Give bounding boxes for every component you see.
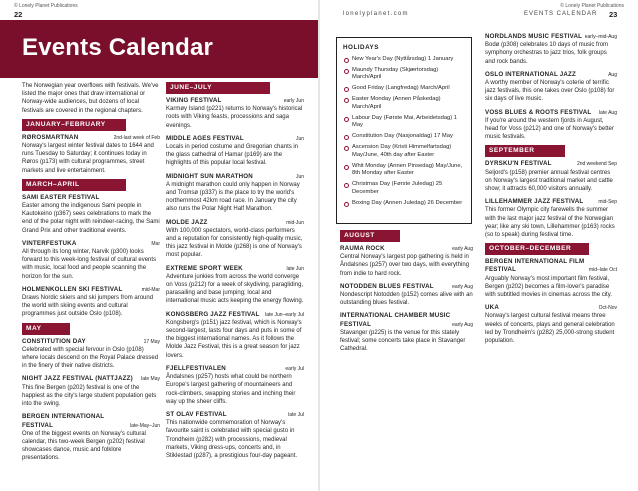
event-date: late Aug [598,109,617,116]
event-heading [166,365,304,373]
event-heading [22,413,160,421]
intro-text: The Norwegian year overflows with festivals. We've listed the major ones that draw international or Norway-wide audiences, but dozens of local festivals are covered in the regional chapters. [22,83,159,114]
event-heading [166,97,304,105]
event-date: Mar [151,240,160,247]
event-description: Easter among the indigenous Sami people in Kautokeino (p367) sees celebrations to mark the end of the polar night with reindeer-racing, the Sami Grand Prix and other traditional events. [22,203,160,234]
event-heading [22,134,160,142]
event-name: MIDNIGHT SUN MARATHON [166,172,253,180]
event-description: One of the biggest events on Norway's cultural calendar, this two-week Bergen (p202) festival showcases dance, music and folklore presentations. [22,430,146,462]
event-heading [22,338,160,346]
event-heading [22,194,160,202]
event-name: VINTERFESTUKA [22,239,77,247]
event-heading [485,71,617,79]
event-description: This former Olympic city farewells the summer with the last major jazz festival of the Norwegian year; like any ski town, Lillehammer (p163) rocks (so to speak) during festival time. [485,207,615,239]
event-heading [485,160,617,168]
event-name: MIDDLE AGES FESTIVAL [166,134,244,142]
event-name: DYRSKU'N FESTIVAL [485,160,552,168]
event-date: early Jun [283,98,304,104]
event-date: late Jun–early Jul [265,311,304,318]
event-description: Norway's largest winter festival dates to 1644 and runs Tuesday to Saturday; it continues today in Røros (p173) with cultural programmes, street markets and live entertainment. [22,143,154,174]
event-name: RAUMA ROCK [340,245,385,252]
event-heading [340,283,473,291]
event-name: NIGHT JAZZ FESTIVAL (NATTJAZZ) [22,375,133,383]
column-1 [22,82,160,463]
event-description: With 100,000 spectators, world-class performers and a reputation for consistently high-quality music, this jazz festival in Molde (p268) is one of Norway's most popular. [166,227,303,259]
event-description: All through its long winter, Narvik (p300) looks forward to this week-long festival of cultural events with music, local food and people scanning the horizon for the sun. [22,249,157,280]
event-description: This fine Bergen (p202) festival is one of the happiest as the city's large student population gets into the swing. [22,384,157,408]
event-heading [22,286,160,294]
event-heading [166,411,304,419]
holidays-box [336,37,472,224]
event-heading [22,375,160,383]
event-description: A midnight marathon could only happen in Norway and Tromsø (p337) is the place to try the world's northernmost 42km road race. In January the city also runs the Polar Night Half Marathon. [166,181,300,213]
event-name: OSLO INTERNATIONAL JAZZ [485,70,576,78]
event-description: Seljord's (p158) premier annual festival centres on Norway's largest traditional market and cattle show; it attracts 60,000 visitors annually. [485,169,613,193]
section-oct-dec: OCTOBER–DECEMBER [485,243,589,255]
column-4 [485,33,617,345]
event-date: Jun [295,173,304,180]
event-heading [340,245,473,253]
event-description: Åndalsnes (p257) hosts what could be northern Europe's largest gathering of mountaineers and rock-climbers, swapping stories and inching their way up the sheer cliffs. [166,374,296,405]
event-heading [166,219,304,227]
holidays-list [343,56,465,208]
column-3 [340,230,473,353]
event-date: mid-Jun [286,219,304,226]
event-name: KONGSBERG JAZZ FESTIVAL [166,310,260,318]
event-description: Bodø (p308) celebrates 10 days of music from symphony orchestras to jazz trios, folk groups and rock bands. [485,42,609,65]
event-name: SAMI EASTER FESTIVAL [22,193,100,201]
event-description: Locals in period costume and Gregorian chants in the glass cathedral of Hamar (p169) are the highlights of this popular local festival. [166,144,299,167]
event-description: Karmøy Island (p221) returns to Norway's historical roots with Viking feasts, processions and saga evenings. [166,106,303,129]
running-section-title: EVENTS CALENDAR [524,11,598,17]
event-heading [340,312,473,320]
event-heading [485,33,617,41]
event-date: early Aug [452,246,473,252]
event-name: EXTREME SPORT WEEK [166,264,243,272]
event-date: late Jul [288,411,304,418]
event-date: early Aug [452,283,473,290]
event-name-cont: FESTIVAL [340,320,372,328]
event-name: CONSTITUTION DAY [22,337,86,345]
holiday-item: Boxing Day (Annen Juledag) 26 December [343,200,465,208]
event-description: Stavanger (p225) is the venue for this stately festival; some concerts take place in Stavanger Cathedral. [340,329,466,353]
event-name: FJELLFESTIVALEN [166,364,226,372]
event-date: Jun [295,135,304,142]
event-heading [22,422,160,430]
event-name: VOSS BLUES & ROOTS FESTIVAL [485,108,592,116]
page-title: Events Calendar [22,34,214,61]
event-heading [485,198,617,206]
event-name: INTERNATIONAL CHAMBER MUSIC [340,312,451,320]
event-name-cont: FESTIVAL [485,266,517,274]
event-description: Central Norway's largest pop gathering is held in Åndalsnes (p257) over two days, with everything from indie to hard rock. [340,254,470,277]
event-name-cont: FESTIVAL [22,421,54,429]
holiday-item: Constitution Day (Nasjonaldag) 17 May [343,133,465,141]
event-name: MOLDE JAZZ [166,218,208,226]
event-date: early Aug [452,321,473,328]
event-date: late May [141,376,160,383]
event-date: early–mid-Aug [584,34,617,40]
event-name: NORDLANDS MUSIC FESTIVAL [485,33,583,40]
event-heading [166,173,304,181]
event-name: BERGEN INTERNATIONAL [22,413,105,421]
section-mar-apr: MARCH–APRIL [22,179,126,191]
event-description: Kongsberg's (p151) jazz festival, which is Norway's second-largest, lasts four days and puts in some of the biggest international names. As it follows the Molde Jazz Festival, this is a great season for jazz lovers. [166,319,302,359]
event-date: mid–late Oct [588,267,617,274]
event-description: Celebrated with special fervour in Oslo (p108) where locals descend on the Royal Palace dressed in the finery of their native districts. [22,346,159,370]
event-heading [166,265,304,273]
holiday-item: Whit Monday (Annen Pinsedag) May/June, 8th Monday after Easter [343,163,465,178]
section-august: AUGUST [340,230,400,242]
holiday-item: Christmas Day (Første Juledag) 25 December [343,181,465,196]
event-date: 2nd-last week of Feb [113,134,160,141]
event-heading [166,311,304,319]
event-name: BERGEN INTERNATIONAL FILM [485,258,585,266]
event-description: Norway's largest cultural festival means three weeks of concerts, plays and general celebration led by Trondheim's (p282) 25,000-strong student population. [485,313,615,345]
event-description: This nationwide commemoration of Norway's favourite saint is celebrated with special gusto in Trondheim (p282) with processions, medieval markets, Viking dress-ups, concerts and, in Stiklestad (p287), a prestigious four-day pageant. [166,420,298,459]
right-copyright: © Lonely Planet Publications [560,3,624,9]
section-may: MAY [22,323,70,335]
event-description: A worthy member of Norway's coterie of terrific jazz festivals, this one takes over Oslo (p108) for six days of live music. [485,80,615,103]
holidays-title: HOLIDAYS [343,44,379,51]
event-heading [340,321,473,329]
event-description: Arguably Norway's most important film festival, Bergen (p202) becomes a film-lover's paradise with subtitled movies in cinemas across the city. [485,275,612,299]
event-date: 17 May [143,338,160,345]
event-heading [485,304,617,312]
event-description: If you're around the western fjords in August, head for Voss (p212) and one of Norway's better music festivals. [485,117,614,141]
holiday-item: Easter Monday (Annen Påskedag) March/April [343,96,465,111]
event-description: Adventure junkies from across the world converge on Voss (p212) for a week of skydiving, paragliding, parasailing and base jumping; local and international music acts keeping the energy flowing. [166,273,304,305]
event-name: UKA [485,304,500,312]
event-date: 2nd weekend Sep [576,161,617,168]
event-date: late-May–Jun [129,422,160,429]
event-date: mid-Mar [141,286,160,293]
section-september: SEPTEMBER [485,145,565,157]
holiday-item: Good Friday (Langfredag) March/April [343,85,465,93]
event-name: VIKING FESTIVAL [166,97,222,104]
holiday-item: Labour Day (Første Mai, Arbeidetsdag) 1 May [343,115,465,130]
title-banner [0,20,318,78]
event-name: ST OLAV FESTIVAL [166,410,227,418]
event-heading [166,135,304,143]
event-description: Nondescript Notodden (p152) comes alive with an outstanding blues festival. [340,292,473,307]
page-gutter [318,0,320,491]
left-copyright: © Lonely Planet Publications [14,3,78,9]
holiday-item: Maundy Thursday (Skjærtorsdag) March/April [343,67,465,82]
event-name: RØROSMARTNAN [22,133,79,141]
event-heading [485,109,617,117]
holiday-item: New Year's Day (Nyttårsdag) 1 January [343,56,465,64]
section-jun-jul: JUNE–JULY [166,82,270,94]
event-name: LILLEHAMMER JAZZ FESTIVAL [485,198,584,206]
event-date: Oct-Nov [598,305,617,312]
event-date: late Jun [286,265,304,272]
event-heading [22,240,160,248]
left-page-number: 22 [14,10,23,19]
site-url[interactable]: lonelyplanet.com [343,11,409,17]
column-2 [166,82,304,460]
event-name: HOLMENKOLLEN SKI FESTIVAL [22,285,123,293]
section-jan-feb: JANUARY–FEBRUARY [22,119,126,131]
event-heading [485,258,617,266]
right-page-number: 23 [609,10,618,19]
event-name: NOTODDEN BLUES FESTIVAL [340,282,434,290]
event-heading [485,266,617,274]
event-description: Draws Nordic skiers and ski jumpers from around the world with skiing events and cultural programmes just outside Oslo (p108). [22,295,154,318]
event-date: early Jul [285,365,304,372]
event-date: Aug [608,71,617,78]
event-date: mid-Sep [598,199,617,206]
holiday-item: Ascension Day (Kristi Himmelfartsdag) May/June, 40th day after Easter [343,144,465,159]
